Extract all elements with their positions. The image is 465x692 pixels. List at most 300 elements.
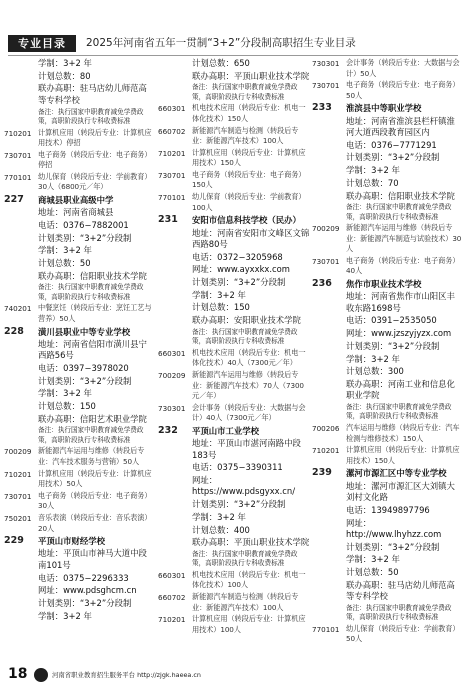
remark-line [158, 83, 310, 102]
info-line [312, 567, 462, 579]
major-text: 电子商务（转段后专业：电子商务）停招 [38, 149, 152, 170]
major-entry [4, 172, 154, 193]
remark-line [158, 550, 310, 569]
info-text: 联办高职：河南工业和信息化职业学院 [346, 378, 455, 401]
major-entry [4, 446, 154, 467]
major-code: 730701 [312, 81, 340, 91]
major-code: 750201 [4, 514, 32, 523]
major-text: 汽车运用与维修（转段后专业：汽车检测与维修技术）150人 [346, 423, 460, 443]
info-line [158, 438, 310, 461]
info-text: 电话：0397−3978020 [38, 363, 129, 373]
code-spacer [4, 233, 38, 234]
header-divider [8, 55, 458, 56]
code-spacer [312, 178, 346, 179]
major-entry [312, 445, 462, 466]
code-spacer [312, 518, 346, 519]
info-text: 电话：0376−7882001 [38, 220, 129, 230]
major-text: 新能源汽车运用与维修（转段后专业：汽车技术服务与营销）50人 [38, 446, 145, 466]
info-line [312, 518, 462, 541]
code-spacer [158, 277, 192, 278]
info-line [312, 165, 462, 177]
remark-line [4, 283, 154, 302]
school-name: 淮滨县中等职业学校 [346, 103, 422, 114]
school-code: 233 [312, 102, 332, 114]
code-spacer [4, 426, 38, 427]
code-spacer [4, 414, 38, 415]
info-line [4, 611, 154, 623]
major-code: 730701 [312, 256, 340, 266]
code-spacer [312, 554, 346, 555]
code-spacer [4, 220, 38, 221]
code-spacer [312, 354, 346, 355]
major-text: 计算机应用（转段后专业：计算机应用技术）150人 [192, 147, 306, 168]
info-text: 学制：3+2 年 [38, 388, 92, 399]
major-entry [158, 403, 310, 424]
code-spacer [4, 58, 38, 59]
code-spacer [312, 291, 346, 292]
school-name: 漯河市源汇区中等专业学校 [346, 468, 447, 479]
school-code: 231 [158, 214, 178, 226]
info-line [4, 233, 154, 245]
info-text: 地址：河南省淮滨县栏杆镇淮河大道西段教育园区内 [346, 115, 455, 138]
info-line [312, 366, 462, 378]
major-entry [312, 256, 462, 277]
remark-line [312, 203, 462, 222]
code-spacer [312, 580, 346, 581]
code-spacer [158, 475, 192, 476]
info-text: 备注：执行国家中职教育减免学费政策，高职阶段执行专科收费标准 [38, 426, 144, 444]
major-entry [158, 592, 310, 613]
school-heading [312, 102, 462, 114]
major-text: 计算机应用（转段后专业：计算机应用技术）100人 [192, 614, 306, 634]
info-text: 学制：3+2 年 [346, 165, 400, 176]
info-text: 学制：3+2 年 [192, 289, 246, 300]
code-spacer [4, 376, 38, 377]
code-spacer [4, 548, 38, 549]
info-line [4, 573, 154, 585]
info-text: 地址：漯河市源汇区大刘镇大刘村文化路 [346, 480, 455, 503]
major-text: 机电技术应用（转段后专业：机电一体化技术）40人（7300元／年） [192, 347, 306, 368]
major-code: 770101 [158, 193, 186, 203]
info-line [312, 116, 462, 139]
major-entry [158, 103, 310, 124]
major-text: 中餐烹饪（转段后专业：烹饪工艺与营养）50人 [38, 303, 152, 323]
code-spacer [312, 366, 346, 367]
major-entry [4, 150, 154, 171]
info-line [312, 140, 462, 152]
info-text: 地址：平顶山市神马大道中段南101号 [38, 548, 147, 570]
info-line [312, 379, 462, 402]
code-spacer [312, 341, 346, 342]
info-line [4, 258, 154, 270]
page-header [0, 0, 465, 52]
code-spacer [312, 140, 346, 141]
school-name: 潢川县职业中等专业学校 [38, 326, 131, 337]
info-line [312, 191, 462, 203]
major-text: 机电技术应用（转段后专业：机电一体化技术）100人 [192, 569, 306, 590]
major-text: 新能源汽车运用与维修（转段后专业：新能源汽车制造与试验技术）30人 [346, 223, 462, 254]
info-text: 学制：3+2 年 [38, 610, 92, 621]
major-text: 电子商务（转段后专业：电子商务）30人 [38, 490, 152, 511]
info-line [4, 548, 154, 571]
info-text: 计划类别：“3+2”分段制 [346, 340, 440, 351]
info-text: 备注：执行国家中职教育减免学费政策，高职阶段执行专科收费标准 [38, 283, 144, 301]
code-spacer [158, 71, 192, 72]
code-spacer [4, 611, 38, 612]
major-entry [4, 513, 154, 534]
info-line [312, 554, 462, 566]
info-line [4, 339, 154, 362]
code-spacer [4, 207, 38, 208]
school-code: 239 [312, 467, 332, 479]
info-line [4, 58, 154, 70]
code-spacer [312, 542, 346, 543]
code-spacer [158, 290, 192, 291]
info-line [158, 228, 310, 251]
code-spacer [158, 302, 192, 303]
code-spacer [312, 315, 346, 316]
major-code: 740201 [4, 304, 32, 314]
info-text: 备注：执行国家中职教育减免学费政策，高职阶段执行专科收费标准 [38, 107, 144, 125]
major-text: 电子商务（转段后专业：电子商务）50人 [346, 80, 460, 100]
school-heading [312, 278, 462, 290]
major-code: 660702 [158, 126, 186, 136]
code-spacer [158, 58, 192, 59]
info-line [4, 271, 154, 283]
major-entry [4, 303, 154, 324]
major-entry [158, 570, 310, 591]
info-text: 电话：0375−3390311 [192, 462, 283, 473]
info-text: 电话：13949897796 [346, 504, 430, 515]
info-line [158, 290, 310, 302]
info-text: 联办高职：平顶山职业技术学院 [192, 70, 310, 81]
major-code: 730301 [158, 403, 186, 413]
major-code: 700209 [312, 224, 340, 234]
info-line [158, 71, 310, 83]
info-text: 学制：3+2 年 [38, 245, 92, 256]
major-text: 电子商务（转段后专业：电子商务）150人 [192, 169, 306, 190]
major-text: 计算机应用（转段后专业：计算机应用技术）150人 [346, 445, 460, 465]
code-spacer [158, 462, 192, 463]
remark-line [4, 426, 154, 445]
info-text: 联办高职：信阳职业技术学院 [346, 190, 455, 201]
info-text: 电话：0376−7771291 [346, 139, 437, 150]
code-spacer [312, 116, 346, 117]
code-spacer [312, 191, 346, 192]
info-text: 电话：0372−3205968 [192, 251, 283, 262]
info-line [4, 376, 154, 388]
code-spacer [158, 252, 192, 253]
info-text: 学制：3+2 年 [346, 353, 400, 364]
code-spacer [312, 481, 346, 482]
info-line [158, 499, 310, 511]
info-text: 学制：3+2 年 [38, 58, 92, 68]
info-text: 备注：执行国家中职教育减免学费政策，高职阶段执行专科收费标准 [346, 403, 452, 421]
major-code: 770101 [4, 172, 32, 182]
code-spacer [4, 258, 38, 259]
code-spacer [4, 401, 38, 402]
column-1 [4, 58, 154, 648]
code-spacer [4, 585, 38, 586]
code-spacer [158, 512, 192, 513]
info-line [158, 264, 310, 276]
info-text: 网址：www.ayxxkx.com [192, 264, 290, 275]
code-spacer [4, 271, 38, 272]
major-code: 660301 [158, 570, 186, 580]
school-name: 平顶山市财经学校 [38, 536, 105, 547]
info-text: 计划类别：“3+2”分段制 [346, 152, 440, 163]
info-line [4, 401, 154, 413]
info-text: 计划总数：150 [38, 401, 96, 412]
info-text: 网址：http://www.lhyhzz.com [346, 517, 442, 539]
code-spacer [158, 537, 192, 538]
info-line [312, 291, 462, 314]
major-entry [312, 423, 462, 444]
info-text: 学制：3+2 年 [346, 554, 400, 565]
code-spacer [4, 598, 38, 599]
info-line [312, 354, 462, 366]
major-code: 710201 [158, 148, 186, 158]
code-spacer [312, 165, 346, 166]
info-line [312, 152, 462, 164]
info-line [312, 341, 462, 353]
info-line [4, 245, 154, 257]
school-heading [4, 535, 154, 547]
info-text: 地址：河南省安阳市文峰区文锦西路80号 [192, 227, 310, 249]
major-code: 710201 [4, 469, 32, 479]
major-code: 700209 [158, 371, 186, 380]
major-code: 710201 [4, 128, 32, 138]
major-code: 730701 [4, 491, 32, 501]
code-spacer [158, 328, 192, 329]
major-text: 新能源汽车运用与维修（转段后专业：新能源汽车技术）70人（7300元／年） [192, 370, 304, 400]
info-text: 计划总数：650 [192, 58, 250, 68]
info-line [312, 481, 462, 504]
info-line [312, 328, 462, 340]
code-spacer [158, 264, 192, 265]
info-text: 备注：执行国家中职教育减免学费政策，高职阶段执行专科收费标准 [346, 203, 452, 221]
school-name: 平顶山市工业学校 [192, 425, 259, 436]
info-text: 电话：0375−2296333 [38, 572, 129, 583]
code-spacer [312, 567, 346, 568]
remark-line [312, 403, 462, 422]
major-entry [158, 148, 310, 169]
info-line [312, 542, 462, 554]
remark-line [4, 108, 154, 127]
major-code: 730701 [4, 150, 32, 160]
info-text: 地址：河南省焦作市山阳区丰收东路1698号 [346, 291, 455, 313]
info-line [158, 58, 310, 70]
school-code: 228 [4, 325, 24, 337]
major-text: 机电技术应用（转段后专业：机电一体化技术）150人 [192, 103, 306, 123]
info-text: 计划总数：300 [346, 366, 404, 377]
info-line [4, 585, 154, 597]
major-entry [4, 469, 154, 490]
info-text: 地址：河南省商城县 [38, 207, 114, 218]
page-number: 18 [8, 666, 28, 682]
remark-line [312, 604, 462, 623]
code-spacer [4, 573, 38, 574]
info-text: 联办高职：驻马店幼儿师范高等专科学校 [346, 579, 455, 602]
code-spacer [4, 283, 38, 284]
code-spacer [4, 245, 38, 246]
info-text: 网址：www.pdsghcm.cn [38, 585, 137, 596]
code-spacer [312, 152, 346, 153]
school-name: 焦作市职业技术学校 [346, 279, 422, 290]
major-entry [158, 614, 310, 635]
info-line [4, 220, 154, 232]
info-line [158, 475, 310, 498]
major-entry [4, 128, 154, 149]
major-text: 计算机应用（转段后专业：计算机应用技术）停招 [38, 127, 152, 148]
info-text: 地址：平顶山市湛河南路中段183号 [192, 438, 301, 460]
code-spacer [4, 363, 38, 364]
info-text: 备注：执行国家中职教育减免学费政策，高职阶段执行专科收费标准 [192, 83, 298, 101]
major-code: 660301 [158, 104, 186, 114]
info-text: 电话：0391−2535050 [346, 315, 437, 326]
major-text: 幼儿保育（转段后专业：学前教育）50人 [346, 623, 460, 644]
major-entry [312, 624, 462, 645]
info-line [158, 315, 310, 327]
info-text: 备注：执行国家中职教育减免学费政策，高职阶段执行专科收费标准 [192, 549, 298, 568]
major-entry [158, 192, 310, 213]
info-line [158, 512, 310, 524]
info-text: 计划总数：70 [346, 177, 399, 188]
code-spacer [158, 550, 192, 551]
school-heading [4, 326, 154, 338]
code-spacer [312, 505, 346, 506]
code-spacer [158, 83, 192, 84]
info-text: 联办高职：信阳艺术职业学院 [38, 413, 147, 424]
major-entry [312, 58, 462, 79]
code-spacer [312, 203, 346, 204]
code-spacer [4, 108, 38, 109]
major-entry [158, 170, 310, 191]
footer-text: 河南省职业教育招生服务平台 http://zjgk.haeea.cn [52, 671, 201, 679]
code-spacer [4, 71, 38, 72]
code-spacer [4, 339, 38, 340]
major-code: 700209 [4, 447, 32, 457]
code-spacer [158, 499, 192, 500]
info-text: 计划类别：“3+2”分段制 [38, 232, 132, 243]
major-text: 会计事务（转段后专业：大数据与会计）40人（7300元／年） [192, 402, 306, 423]
major-entry [158, 126, 310, 147]
major-code: 770101 [312, 624, 340, 634]
info-line [158, 525, 310, 537]
school-name: 安阳市信息科技学校（民办） [192, 215, 301, 226]
info-text: 网址：https://www.pdsgyxx.cn/ [192, 474, 296, 497]
info-line [158, 302, 310, 314]
school-heading [312, 467, 462, 479]
info-text: 计划类别：“3+2”分段制 [38, 597, 132, 608]
code-spacer [158, 228, 192, 229]
major-text: 新能源汽车制造与检测（转段后专业：新能源汽车技术）100人 [192, 592, 299, 612]
code-spacer [4, 83, 38, 84]
info-text: 备注：执行国家中职教育减免学费政策，高职阶段执行专科收费标准 [192, 327, 298, 346]
info-text: 计划总数：150 [192, 302, 250, 313]
column-3 [312, 58, 462, 648]
page-title: 2025年河南省五年一贯制“3+2”分段制高职招生专业目录 [86, 37, 356, 49]
info-line [312, 178, 462, 190]
code-spacer [158, 438, 192, 439]
major-text: 音乐表演（转段后专业：音乐表演）20人 [38, 513, 152, 533]
info-text: 联办高职：驻马店幼儿师范高等专科学校 [38, 83, 147, 105]
info-text: 联办高职：安阳职业技术学院 [192, 315, 301, 326]
info-text: 网址：www.jzszyjyzx.com [346, 328, 452, 339]
major-code: 730301 [312, 59, 340, 68]
section-tag: 专业目录 [8, 35, 76, 52]
code-spacer [312, 379, 346, 380]
school-code: 229 [4, 535, 24, 547]
school-code: 227 [4, 194, 24, 206]
info-text: 计划类别：“3+2”分段制 [192, 277, 286, 288]
info-line [4, 71, 154, 83]
code-spacer [158, 525, 192, 526]
info-line [4, 207, 154, 219]
major-entry [312, 223, 462, 255]
major-code: 700206 [312, 424, 340, 434]
major-entry [158, 370, 310, 402]
info-text: 备注：执行国家中职教育减免学费政策，高职阶段执行专科收费标准 [346, 603, 452, 622]
info-text: 计划类别：“3+2”分段制 [346, 541, 440, 552]
code-spacer [312, 328, 346, 329]
info-text: 计划总数：50 [38, 258, 91, 269]
info-line [312, 505, 462, 517]
major-entry [158, 348, 310, 369]
major-entry [4, 491, 154, 512]
info-text: 地址：河南省信阳市潢川县宁西路56号 [38, 338, 147, 361]
major-code: 710201 [158, 615, 186, 625]
info-line [4, 388, 154, 400]
code-spacer [312, 403, 346, 404]
info-line [312, 315, 462, 327]
info-text: 计划类别：“3+2”分段制 [38, 375, 132, 386]
major-text: 新能源汽车制造与检测（转段后专业：新能源汽车技术）100人 [192, 125, 299, 146]
school-heading [4, 194, 154, 206]
column-2 [158, 58, 310, 648]
info-line [4, 598, 154, 610]
school-code: 232 [158, 424, 178, 436]
info-text: 学制：3+2 年 [192, 511, 246, 522]
info-text: 联办高职：平顶山职业技术学院 [192, 537, 310, 548]
school-heading [158, 214, 310, 226]
info-text: 计划总数：80 [38, 70, 91, 81]
school-name: 商城县职业高级中学 [38, 195, 114, 206]
platform-logo-icon [34, 668, 48, 682]
major-text: 幼儿保育（转段后专业：学前教育）100人 [192, 192, 306, 212]
major-code: 710201 [312, 446, 340, 456]
school-heading [158, 425, 310, 437]
info-line [312, 580, 462, 603]
info-text: 联办高职：信阳职业技术学院 [38, 270, 147, 281]
code-spacer [158, 315, 192, 316]
info-line [158, 252, 310, 264]
info-text: 计划类别：“3+2”分段制 [192, 499, 286, 510]
info-text: 计划总数：50 [346, 567, 399, 578]
major-text: 计算机应用（转段后专业：计算机应用技术）50人 [38, 468, 152, 489]
major-text: 会计事务（转段后专业：大数据与会计）50人 [346, 58, 460, 78]
major-code: 660702 [158, 593, 186, 603]
page-footer [0, 660, 465, 692]
info-text: 计划总数：400 [192, 524, 250, 535]
info-line [158, 537, 310, 549]
remark-line [158, 328, 310, 347]
major-text: 幼儿保育（转段后专业：学前教育）30人（6800元／年） [38, 171, 152, 192]
code-spacer [4, 388, 38, 389]
info-line [158, 277, 310, 289]
major-code: 660301 [158, 348, 186, 358]
info-line [158, 462, 310, 474]
